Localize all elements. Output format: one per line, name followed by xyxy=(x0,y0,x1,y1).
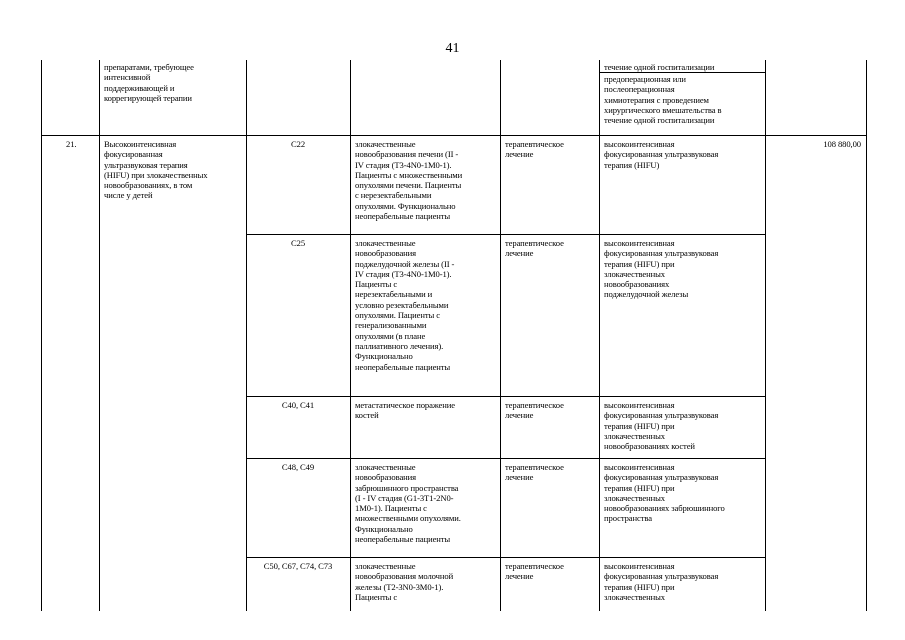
prev-row-method: предоперационная или послеоперационная химиотерапия с проведением хирургического вмешательства в течение одной госпитализации xyxy=(604,74,722,126)
treatment-type: терапевтическое лечение xyxy=(505,561,564,582)
icd-code: C22 xyxy=(290,139,306,149)
treatment-method: высокоинтенсивная фокусированная ультразвуковая терапия (HIFU) при злокачественных новообразованиях костей xyxy=(604,400,719,452)
page-number: 41 xyxy=(445,41,460,56)
row-number: 21. xyxy=(66,139,77,149)
treatment-method: высокоинтенсивная фокусированная ультразвуковая терапия (HIFU) при злокачественных новообразованиях поджелудочной железы xyxy=(604,238,719,300)
treatment-type: терапевтическое лечение xyxy=(505,400,564,421)
patient-model: злокачественные новообразования забрюшинного пространства (I - IV стадия (G1-3T1-2N0- 1M0-1). Пациенты с множественными опухолями. Функционально неоперабельные пациенты xyxy=(355,462,461,545)
icd-code: C25 xyxy=(290,238,306,248)
row-name: Высокоинтенсивная фокусированная ультразвуковая терапия (HIFU) при злокачественных новообразованиях, в том числе у детей xyxy=(104,139,208,201)
patient-model: злокачественные новообразования печени (II - IV стадия (T3-4N0-1M0-1). Пациенты с множественными опухолями печени. Пациенты с нерезектабельными опухолями. Функционально неоперабельные пациенты xyxy=(355,139,463,222)
icd-code: C50, C67, C74, C73 xyxy=(263,561,333,571)
prev-row-group-name: препаратами, требующее интенсивной поддерживающей и коррегирующей терапии xyxy=(104,62,194,103)
treatment-method: высокоинтенсивная фокусированная ультразвуковая терапия (HIFU) xyxy=(604,139,719,170)
patient-model: злокачественные новообразования поджелудочной железы (II - IV стадия (T3-4N0-1M0-1). Пациенты с нерезектабельными и условно резектабельными опухолями. Пациенты с генерализованными опухолями (в плане паллиативного лечения). Функционально неоперабельные пациенты xyxy=(355,238,455,372)
prev-row-method-end: течение одной госпитализации xyxy=(604,62,715,72)
treatment-type: терапевтическое лечение xyxy=(505,462,564,483)
icd-code: C40, C41 xyxy=(281,400,315,410)
treatment-type: терапевтическое лечение xyxy=(505,139,564,160)
treatment-type: терапевтическое лечение xyxy=(505,238,564,259)
row-price: 108 880,00 xyxy=(823,139,861,149)
patient-model: злокачественные новообразования молочной железы (T2-3N0-3M0-1). Пациенты с xyxy=(355,561,454,602)
patient-model: метастатическое поражение костей xyxy=(355,400,455,421)
treatment-method: высокоинтенсивная фокусированная ультразвуковая терапия (HIFU) при злокачественных новообразованиях забрюшинного пространства xyxy=(604,462,725,524)
icd-code: C48, C49 xyxy=(281,462,315,472)
treatment-method: высокоинтенсивная фокусированная ультразвуковая терапия (HIFU) при злокачественных xyxy=(604,561,719,602)
